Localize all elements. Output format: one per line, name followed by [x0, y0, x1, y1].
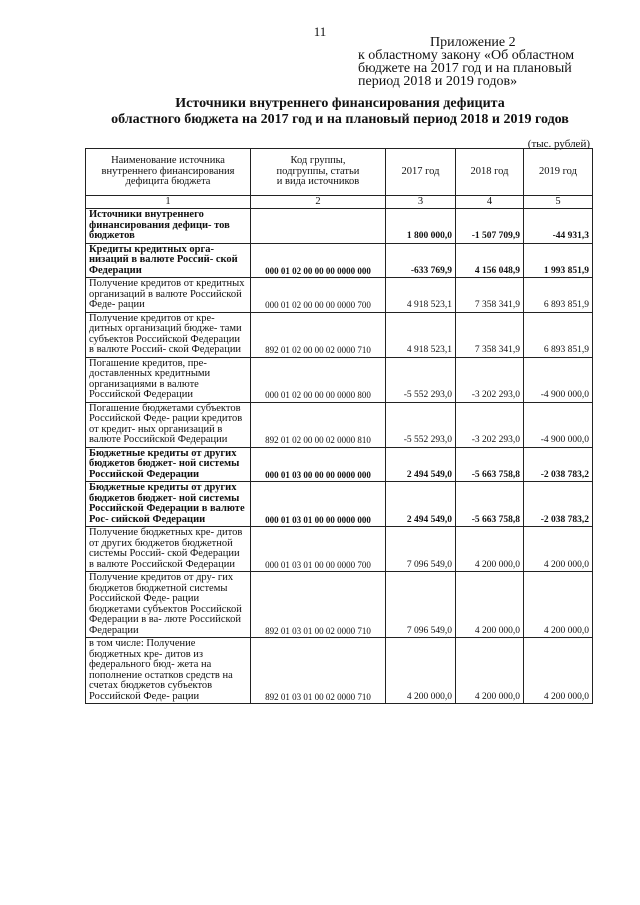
table-row: [86, 278, 593, 313]
row-code: [251, 209, 386, 244]
value-2019: 4 200 000,0: [524, 527, 593, 572]
table-row: [86, 572, 593, 638]
table-row: [86, 402, 593, 447]
document-title: [90, 96, 590, 128]
table-row: [86, 482, 593, 527]
value-2017: -5 552 293,0: [386, 357, 456, 402]
value-2019: -44 931,3: [524, 209, 593, 244]
value-2017: 1 800 000,0: [386, 209, 456, 244]
row-code: 000 01 03 00 00 00 0000 000: [251, 447, 386, 482]
row-name: Погашение бюджетами субъектов Российской Феде- рации кредитов от кредит- ных организаций в валюте Российской Федерации: [86, 402, 251, 447]
header-name: Наименование источника внутреннего финансирования дефицита бюджета: [86, 149, 251, 196]
document-title-line: Источники внутреннего финансирования дефицита: [175, 96, 505, 111]
table-row: [86, 312, 593, 357]
row-name: Бюджетные кредиты от других бюджетов бюджет- ной системы Российской Федерации в валюте Рос- сийской Федерации: [86, 482, 251, 527]
table-row: [86, 638, 593, 704]
column-number: 1: [86, 196, 251, 209]
value-2019: 1 993 851,9: [524, 243, 593, 278]
value-2019: 4 200 000,0: [524, 638, 593, 704]
value-2017: 7 096 549,0: [386, 572, 456, 638]
value-2017: -633 769,9: [386, 243, 456, 278]
row-code: 892 01 02 00 00 02 0000 710: [251, 312, 386, 357]
row-name: Погашение кредитов, пре- доставленных кредитными организациями в валюте Российской Федерации: [86, 357, 251, 402]
value-2018: 4 200 000,0: [456, 572, 524, 638]
value-2017: -5 552 293,0: [386, 402, 456, 447]
row-code: 000 01 02 00 00 00 0000 000: [251, 243, 386, 278]
table-header-row: [86, 149, 593, 196]
value-2017: 4 200 000,0: [386, 638, 456, 704]
document-title-line: областного бюджета на 2017 год и на плановый период 2018 и 2019 годов: [111, 112, 569, 127]
column-number: 5: [524, 196, 593, 209]
row-code: 000 01 03 01 00 00 0000 000: [251, 482, 386, 527]
row-code: 000 01 02 00 00 00 0000 700: [251, 278, 386, 313]
page-number: 11: [313, 24, 327, 39]
row-code: 000 01 02 00 00 00 0000 800: [251, 357, 386, 402]
row-code: 000 01 03 01 00 00 0000 700: [251, 527, 386, 572]
value-2018: 7 358 341,9: [456, 278, 524, 313]
column-number: 4: [456, 196, 524, 209]
row-code: 892 01 03 01 00 02 0000 710: [251, 638, 386, 704]
header-2019: 2019 год: [524, 149, 593, 196]
row-name: в том числе: Получение бюджетных кре- дитов из федерального бюд- жета на пополнение остатков средств на счетах бюджетов субъектов Российской Феде- рации: [86, 638, 251, 704]
value-2019: 4 200 000,0: [524, 572, 593, 638]
value-2018: -5 663 758,8: [456, 482, 524, 527]
column-number: 2: [251, 196, 386, 209]
value-2017: 2 494 549,0: [386, 447, 456, 482]
table-row: [86, 243, 593, 278]
row-name: Получение кредитов от кре- дитных организаций бюдже- тами субъектов Российской Федерации в валюте Россий- ской Федерации: [86, 312, 251, 357]
table-body: [86, 209, 593, 704]
units-note: (тыс. рублей): [527, 138, 590, 150]
value-2018: -3 202 293,0: [456, 402, 524, 447]
row-name: Получение кредитов от дру- гих бюджетов бюджетной системы Российской Феде- рации бюджетами субъектов Российской Федерации в ва- люте Российской Федерации: [86, 572, 251, 638]
value-2018: -5 663 758,8: [456, 447, 524, 482]
value-2017: 2 494 549,0: [386, 482, 456, 527]
value-2019: -4 900 000,0: [524, 357, 593, 402]
value-2019: 6 893 851,9: [524, 278, 593, 313]
appendix-line: бюджете на 2017 год и на плановый: [358, 61, 572, 76]
value-2018: -3 202 293,0: [456, 357, 524, 402]
value-2019: -4 900 000,0: [524, 402, 593, 447]
table-row: [86, 209, 593, 244]
value-2019: -2 038 783,2: [524, 447, 593, 482]
appendix-line: период 2018 и 2019 годов»: [358, 74, 518, 89]
row-name: Бюджетные кредиты от других бюджетов бюджет- ной системы Российской Федерации: [86, 447, 251, 482]
appendix-line: к областному закону «Об областном: [358, 48, 575, 63]
value-2019: 6 893 851,9: [524, 312, 593, 357]
value-2017: 4 918 523,1: [386, 312, 456, 357]
table-row: [86, 447, 593, 482]
value-2018: 7 358 341,9: [456, 312, 524, 357]
row-name: Получение бюджетных кре- дитов от других бюджетов бюджетной системы Россий- ской Федерации в валюте Российской Федерации: [86, 527, 251, 572]
value-2018: 4 200 000,0: [456, 638, 524, 704]
financing-sources-table: [85, 148, 593, 704]
value-2017: 4 918 523,1: [386, 278, 456, 313]
table-row: [86, 357, 593, 402]
row-name: Кредиты кредитных орга- низаций в валюте Россий- ской Федерации: [86, 243, 251, 278]
table-row: [86, 527, 593, 572]
value-2018: -1 507 709,9: [456, 209, 524, 244]
value-2019: -2 038 783,2: [524, 482, 593, 527]
column-number: 3: [386, 196, 456, 209]
header-code: Код группы, подгруппы, статьи и вида источников: [251, 149, 386, 196]
header-2018: 2018 год: [456, 149, 524, 196]
value-2017: 7 096 549,0: [386, 527, 456, 572]
row-name: Источники внутреннего финансирования дефици- тов бюджетов: [86, 209, 251, 244]
value-2018: 4 156 048,9: [456, 243, 524, 278]
row-code: 892 01 02 00 00 02 0000 810: [251, 402, 386, 447]
value-2018: 4 200 000,0: [456, 527, 524, 572]
appendix-title: Приложение 2: [430, 35, 516, 50]
header-2017: 2017 год: [386, 149, 456, 196]
row-code: 892 01 03 01 00 02 0000 710: [251, 572, 386, 638]
column-number-row: [86, 196, 593, 209]
row-name: Получение кредитов от кредитных организаций в валюте Российской Феде- рации: [86, 278, 251, 313]
appendix-reference: [358, 36, 620, 88]
